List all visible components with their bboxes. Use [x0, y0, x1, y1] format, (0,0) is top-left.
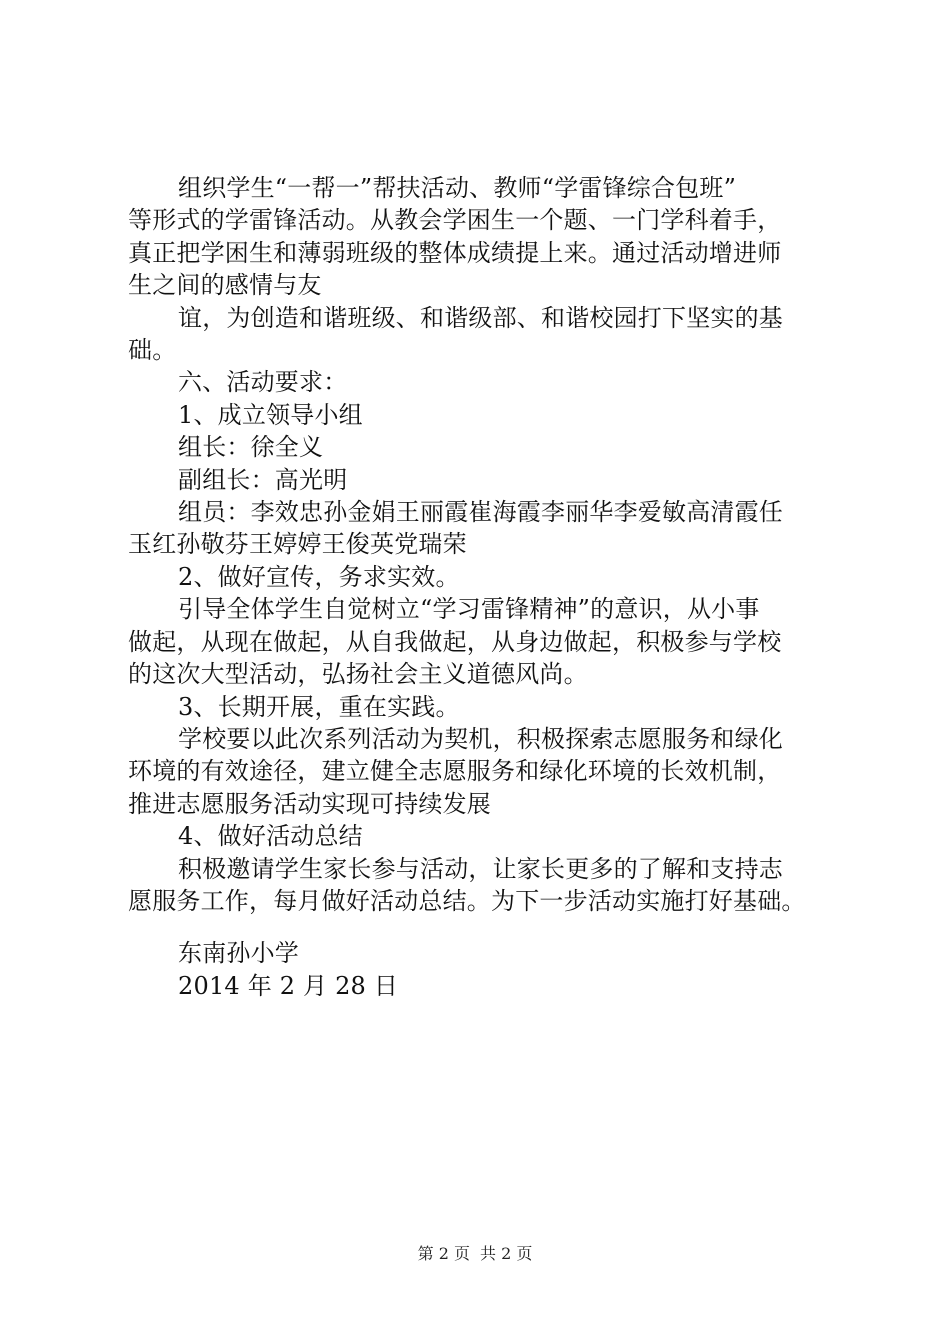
text-line: 环境的有效途径，建立健全志愿服务和绿化环境的长效机制，: [128, 757, 782, 786]
text-line: 愿服务工作，每月做好活动总结。为下一步活动实施打好基础。: [128, 886, 806, 915]
text-line: 的这次大型活动，弘扬社会主义道德风尚。: [128, 660, 588, 689]
text-line: 组员：李效忠孙金娟王丽霞崔海霞李丽华李爱敏高清霞任: [178, 498, 783, 527]
subsection-heading: 4、做好活动总结: [178, 822, 363, 851]
subsection-heading: 1、成立领导小组: [178, 400, 363, 429]
text-line: 谊，为创造和谐班级、和谐级部、和谐校园打下坚实的基: [178, 303, 783, 332]
signature-date: 2014 年 2 月 28 日: [178, 971, 399, 1000]
text-line: 真正把学困生和薄弱班级的整体成绩提上来。通过活动增进师: [128, 238, 782, 267]
page-total: 共 2 页: [480, 1244, 533, 1263]
document-body: [128, 172, 848, 1002]
text-line: 玉红孙敬芬王婷婷王俊英党瑞荣: [128, 530, 467, 559]
text-line: 做起，从现在做起，从自我做起，从身边做起，积极参与学校: [128, 627, 782, 656]
signature-org: 东南孙小学: [178, 939, 299, 968]
text-line: 等形式的学雷锋活动。从教会学困生一个题、一门学科着手，: [128, 206, 782, 235]
text-line: 组长：徐全义: [178, 433, 324, 462]
text-line: 推进志愿服务活动实现可持续发展: [128, 789, 491, 818]
page-number: 第 2 页: [417, 1244, 470, 1263]
section-heading: 六、活动要求：: [178, 368, 348, 397]
text-line: 生之间的感情与友: [128, 271, 322, 300]
text-line: 引导全体学生自觉树立“学习雷锋精神”的意识，从小事: [178, 595, 760, 624]
text-line: 副组长：高光明: [178, 465, 348, 494]
text-line: 积极邀请学生家长参与活动，让家长更多的了解和支持志: [178, 854, 783, 883]
text-line: 学校要以此次系列活动为契机，积极探索志愿服务和绿化: [178, 724, 783, 753]
page-footer: [0, 1244, 950, 1264]
text-line: 组织学生“一帮一”帮扶活动、教师“学雷锋综合包班”: [178, 174, 737, 202]
text-line: 础。: [128, 336, 177, 365]
subsection-heading: 2、做好宣传，务求实效。: [178, 562, 460, 591]
subsection-heading: 3、长期开展，重在实践。: [178, 692, 460, 721]
